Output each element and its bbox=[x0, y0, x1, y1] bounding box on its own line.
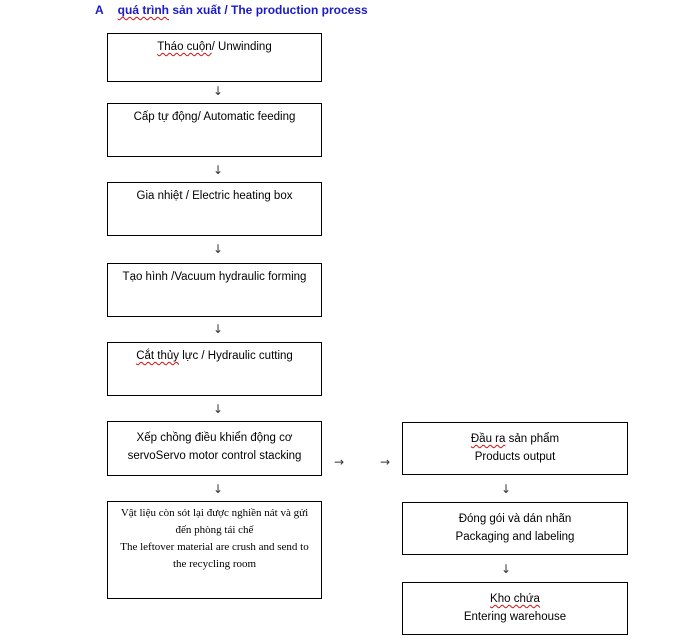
step-forming-label: Tạo hình /Vacuum hydraulic forming bbox=[122, 271, 307, 283]
arrow-down-5: ↓ bbox=[213, 402, 224, 416]
output-vn-line bbox=[403, 430, 627, 448]
arrow-down-6: ↓ bbox=[213, 482, 224, 496]
output-en: Products output bbox=[474, 451, 556, 463]
arrow-down-7: ↓ bbox=[501, 482, 512, 496]
output-vn-a: Đầu ra bbox=[470, 433, 506, 445]
step-products-output bbox=[402, 422, 628, 475]
step-unwinding-en: / Unwinding bbox=[211, 41, 272, 53]
step-heating-label: Gia nhiệt / Electric heating box bbox=[136, 190, 293, 202]
warehouse-en: Entering warehouse bbox=[463, 611, 567, 623]
arrow-down-2: ↓ bbox=[213, 163, 224, 177]
packaging-vn: Đóng gói và dán nhãn bbox=[458, 513, 572, 525]
recycle-line1: Vật liệu còn sót lại được nghiền nát và gửi bbox=[120, 507, 309, 519]
step-cutting-en: lực / Hydraulic cutting bbox=[179, 350, 293, 362]
step-recycling bbox=[107, 501, 322, 599]
recycle-line3: The leftover material are crush and send to bbox=[120, 541, 309, 553]
packaging-en: Packaging and labeling bbox=[455, 531, 575, 543]
step-unwinding bbox=[107, 33, 322, 82]
step-stacking-line1: Xếp chồng điều khiển động cơ bbox=[136, 432, 293, 444]
step-packaging-labeling bbox=[402, 502, 628, 555]
step-hydraulic-cutting bbox=[107, 342, 322, 396]
step-servo-stacking bbox=[107, 421, 322, 476]
arrow-down-3: ↓ bbox=[213, 242, 224, 256]
recycle-line2: đến phòng tái chế bbox=[175, 524, 254, 536]
step-entering-warehouse bbox=[402, 582, 628, 635]
step-feeding-label: Cấp tự động/ Automatic feeding bbox=[133, 111, 296, 123]
step-electric-heating bbox=[107, 182, 322, 236]
step-vacuum-forming bbox=[107, 263, 322, 317]
step-automatic-feeding bbox=[107, 103, 322, 157]
section-letter: A bbox=[95, 3, 104, 17]
arrow-right-1: → bbox=[334, 455, 345, 469]
step-unwinding-label bbox=[108, 39, 321, 55]
arrow-down-4: ↓ bbox=[213, 322, 224, 336]
step-cutting-label bbox=[108, 348, 321, 364]
step-stacking-line2: servoServo motor control stacking bbox=[127, 450, 302, 462]
warehouse-vn: Kho chứa bbox=[490, 593, 540, 605]
warehouse-vn-line bbox=[403, 590, 627, 608]
arrow-down-1: ↓ bbox=[213, 84, 224, 98]
arrow-down-8: ↓ bbox=[501, 562, 512, 576]
output-vn-b: sản phẩm bbox=[505, 433, 560, 445]
step-cutting-vn: Cắt thủy bbox=[136, 350, 180, 362]
recycle-line4: the recycling room bbox=[172, 558, 257, 570]
heading-text: sản xuất / The production process bbox=[169, 3, 368, 17]
arrow-right-2: → bbox=[380, 455, 391, 469]
heading-vn: quá trình bbox=[117, 3, 169, 17]
process-heading bbox=[95, 3, 368, 17]
step-unwinding-vn: Tháo cuộn bbox=[157, 41, 212, 53]
